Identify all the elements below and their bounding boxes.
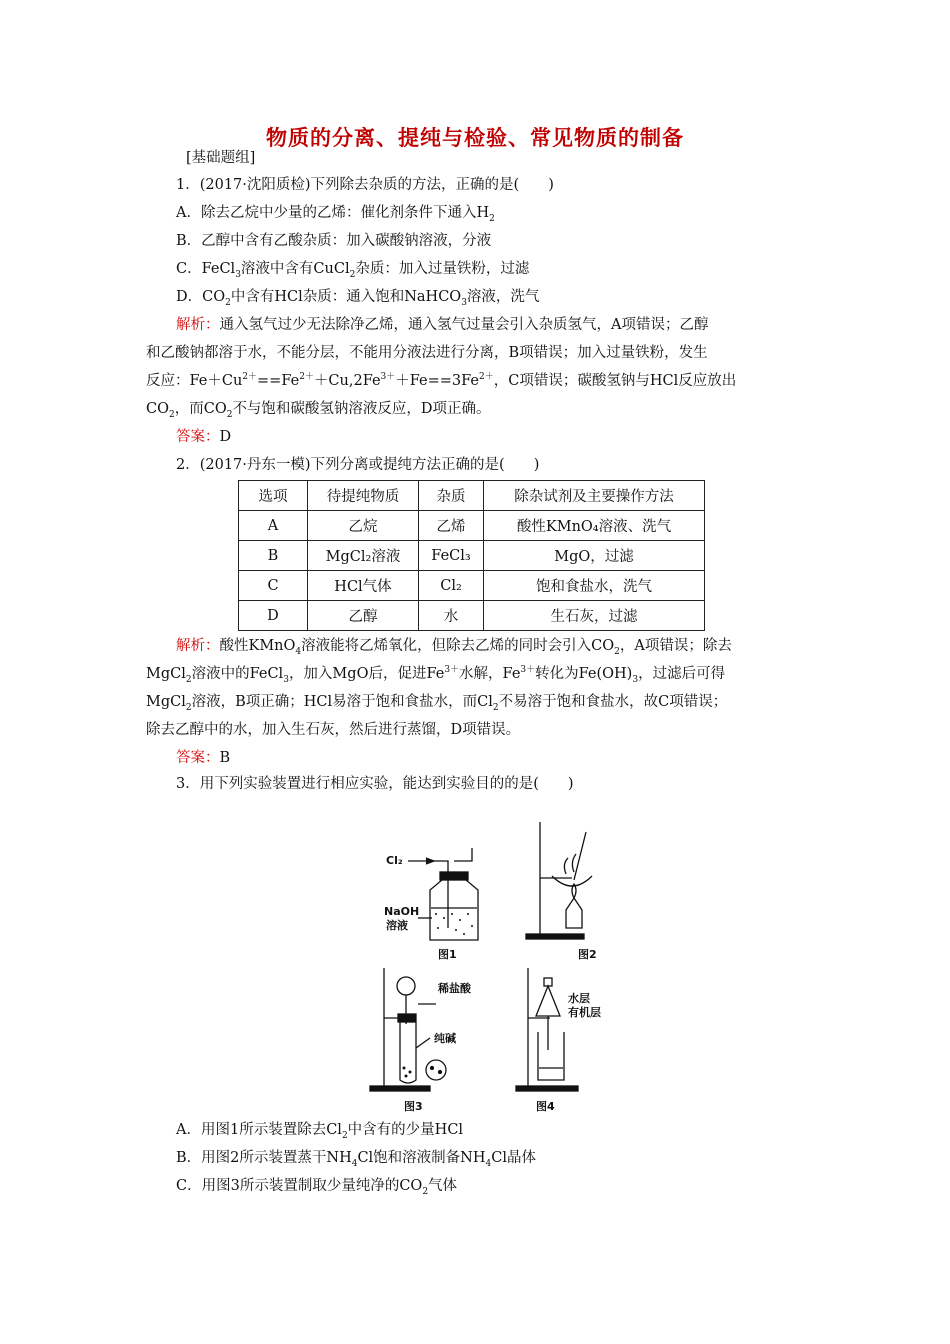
figure-2-evaporating-dish [526,822,597,961]
table-row [239,511,705,541]
q2-stem: 2．(2017·丹东一模)下列分离或提纯方法正确的是( ) [176,457,540,473]
table-cell: D [239,601,308,631]
q3-stem: 3．用下列实验装置进行相应实验，能达到实验目的的是( ) [176,776,574,792]
q1-option-d: D．$CO_2$中含有HCl杂质：通入饱和NaHCO$_3$溶液，洗气 [176,289,540,308]
figure-3-caption: 图3 [404,1100,423,1113]
figure-1-gas-washing-bottle [384,848,478,961]
table-header: 待提纯物质 [308,481,419,511]
table-cell: 生石灰，过滤 [484,601,705,631]
table-row [239,571,705,601]
q1-analysis-line-1: 解析：通入氢气过少无法除净乙烯，通入氢气过量会引入杂质氢气，A项错误；乙醇 [176,317,709,333]
naoh-solution-label: 溶液 [386,919,408,932]
table-cell: FeCl₃ [419,541,484,571]
q3-option-b: B．用图2所示装置蒸干$NH_4Cl$饱和溶液制备$NH_4Cl$晶体 [176,1150,536,1169]
table-cell: 酸性KMnO₄溶液、洗气 [484,511,705,541]
q2-analysis-line-2: MgCl$_2$溶液中的FeCl$_3$，加入MgO后，促进$Fe^{3+}$水解，$Fe^{3+}$转化为$Fe(OH)_3$，过滤后可得 [146,665,726,685]
q3-option-c: C．用图3所示装置制取少量纯净的$CO_2$气体 [176,1178,458,1197]
figure-4-caption: 图4 [536,1100,555,1113]
table-header: 选项 [239,481,308,511]
dilute-hcl-label: 稀盐酸 [438,982,471,995]
soda-ash-label: 纯碱 [434,1032,456,1045]
naoh-label: NaOH [384,905,420,918]
table-cell: 乙烷 [308,511,419,541]
q1-analysis-line-4: $CO_2$，而$CO_2$不与饱和碳酸氢钠溶液反应，D项正确。 [146,401,491,420]
table-cell: 水 [419,601,484,631]
q2-options-table [238,480,705,631]
table-cell: Cl₂ [419,571,484,601]
table-cell: MgCl₂溶液 [308,541,419,571]
table-cell: 乙醇 [308,601,419,631]
table-cell: B [239,541,308,571]
q1-analysis-line-3: 反应：$Fe+Cu^{2+}==Fe^{2+}+Cu,2Fe^{3+}+Fe==3Fe^{2+}$，C项错误；碳酸氢钠与HCl反应放出 [146,372,737,389]
organic-layer-label: 有机层 [568,1006,601,1019]
table-header: 除杂试剂及主要操作方法 [484,481,705,511]
apparatus-diagram [360,818,640,1118]
table-header: 杂质 [419,481,484,511]
q2-answer: 答案：B [176,750,231,766]
table-row [239,541,705,571]
figure-4-separatory-funnel [516,968,601,1113]
q1-answer: 答案：D [176,429,232,445]
figure-3-gas-generator [370,968,472,1113]
table-header-row [239,481,705,511]
cl2-label: Cl₂ [386,854,403,867]
figure-1-caption: 图1 [438,948,457,961]
q1-option-c: C．FeCl$_3$溶液中含有CuCl$_2$杂质：加入过量铁粉，过滤 [176,261,530,280]
q2-analysis-line-4: 除去乙醇中的水，加入生石灰，然后进行蒸馏，D项错误。 [146,722,521,738]
figure-2-caption: 图2 [578,948,597,961]
table-cell: 乙烯 [419,511,484,541]
water-layer-label: 水层 [568,992,590,1005]
q2-analysis-line-3: MgCl$_2$溶液，B项正确；HCl易溶于饱和食盐水，而$Cl_2$不易溶于饱和食盐水，故C项错误； [146,694,728,713]
q3-option-a: A．用图1所示装置除去$Cl_2$中含有的少量HCl [176,1122,464,1141]
table-cell: C [239,571,308,601]
page-title: 物质的分离、提纯与检验、常见物质的制备 [266,126,684,150]
q1-analysis-line-2: 和乙酸钠都溶于水，不能分层，不能用分液法进行分离，B项错误；加入过量铁粉，发生 [146,345,708,361]
q1-option-b: B．乙醇中含有乙酸杂质：加入碳酸钠溶液，分液 [176,233,492,249]
table-cell: MgO，过滤 [484,541,705,571]
q1-stem: 1．(2017·沈阳质检)下列除去杂质的方法，正确的是( ) [176,177,554,193]
apparatus-figures [360,818,640,1118]
section-label: [基础题组] [186,150,256,166]
table-row [239,601,705,631]
q1-option-a: A．除去乙烷中少量的乙烯：催化剂条件下通入$H_2$ [176,205,495,224]
q2-analysis-line-1: 解析：酸性KMnO$_4$溶液能将乙烯氧化，但除去乙烯的同时会引入$CO_2$，A项错误；除去 [176,638,732,657]
table-cell: HCl气体 [308,571,419,601]
table-cell: A [239,511,308,541]
table-cell: 饱和食盐水，洗气 [484,571,705,601]
